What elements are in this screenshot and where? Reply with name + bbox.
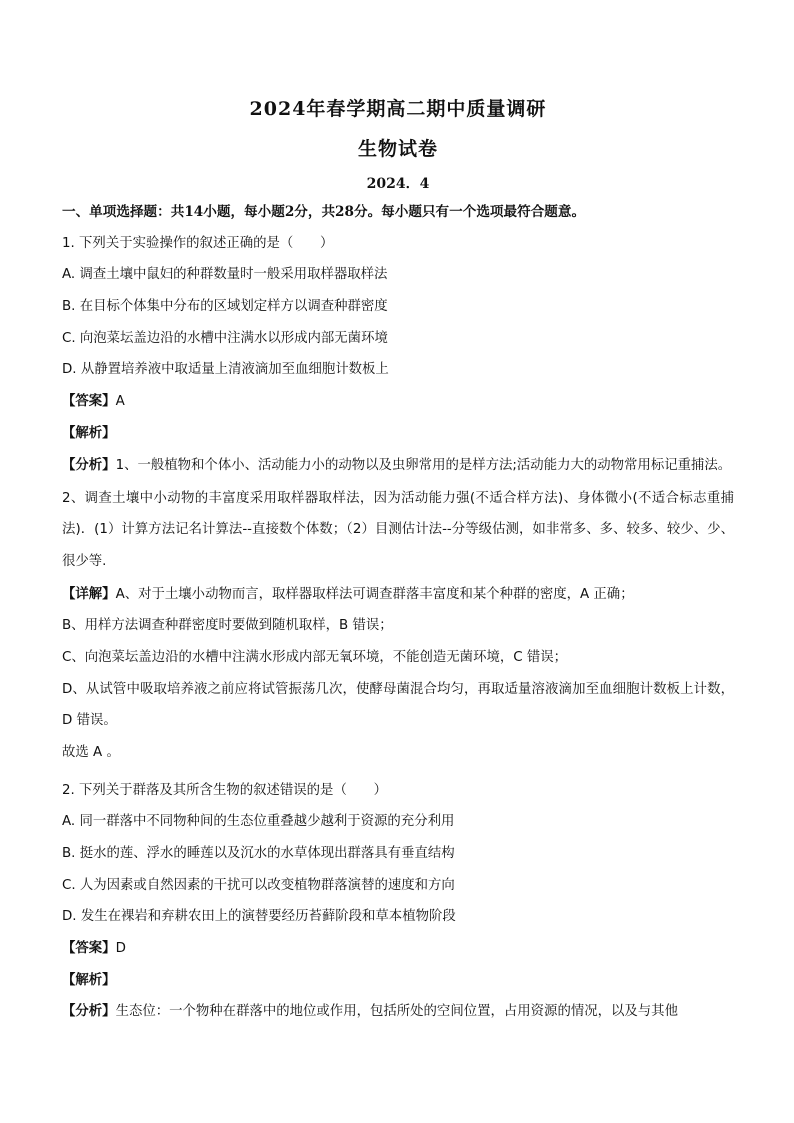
question-2-fenxi-1 (62, 1002, 734, 1022)
question-1-option-d: D. 从静置培养液中取适量上清液滴加至血细胞计数板上 (62, 362, 389, 378)
answer-value: D (115, 940, 126, 956)
page-subtitle: 生物试卷 (357, 138, 438, 160)
question-2-answer (62, 939, 734, 959)
question-1-detail-c: C、向泡菜坛盖边沿的水槽中注满水形成内部无氧环境，不能创造无菌环境，C 错误； (62, 650, 568, 666)
question-2-stem: 2. 下列关于群落及其所含生物的叙述错误的是（ ） (62, 782, 388, 798)
answer-tag: 【答案】 (62, 940, 116, 956)
question-1-detail-d: D、从试管中吸取培养液之前应将试管振荡几次，使酵母菌混合均匀，再取适量溶液滴加至血细胞计数板上计数，D 错误。 (62, 681, 734, 729)
question-1-option-a: A. 调查土壤中鼠妇的种群数量时一般采用取样器取样法 (62, 267, 388, 283)
question-2-option-b: B. 挺水的莲、浮水的睡莲以及沉水的水草体现出群落具有垂直结构 (62, 845, 455, 861)
question-1-answer (62, 392, 734, 412)
section-heading: 一、单项选择题：共14小题，每小题2分，共28分。每小题只有一个选项最符合题意。 (62, 204, 586, 220)
document-page (62, 96, 734, 1022)
question-1-analysis-tag (62, 424, 734, 444)
analysis-tag: 【解析】 (62, 425, 116, 441)
fenxi-tag: 【分析】 (62, 457, 116, 473)
detail-tag: 【详解】 (62, 586, 116, 602)
question-1-conclusion: 故选 A 。 (62, 745, 120, 761)
fenxi-tag: 【分析】 (62, 1004, 116, 1020)
answer-value: A (115, 394, 125, 410)
page-title: 2024年春学期高二期中质量调研 (249, 98, 547, 120)
question-1-fenxi-1 (62, 450, 734, 482)
question-1-detail-a (62, 579, 734, 611)
question-2-option-a: A. 同一群落中不同物种间的生态位重叠越少越利于资源的充分利用 (62, 814, 455, 830)
question-2-option-c: C. 人为因素或自然因素的干扰可以改变植物群落演替的速度和方向 (62, 877, 455, 893)
exam-date: 2024．4 (366, 176, 430, 192)
fenxi-text-1: 生态位：一个物种在群落中的地位或作用，包括所处的空间位置，占用资源的情况，以及与其他 (115, 1004, 678, 1020)
answer-tag: 【答案】 (62, 394, 116, 410)
question-1-option-c: C. 向泡菜坛盖边沿的水槽中注满水以形成内部无菌环境 (62, 330, 388, 346)
question-1-stem: 1. 下列关于实验操作的叙述正确的是（ ） (62, 235, 334, 251)
analysis-tag: 【解析】 (62, 972, 116, 988)
fenxi-text-1: 1、一般植物和个体小、活动能力小的动物以及虫卵常用的是样方法;活动能力大的动物常用标记重捕法。 (115, 457, 732, 473)
question-1-detail-b: B、用样方法调查种群密度时要做到随机取样，B 错误； (62, 618, 393, 634)
question-2-analysis-tag (62, 971, 734, 991)
question-2-option-d: D. 发生在裸岩和弃耕农田上的演替要经历苔藓阶段和草本植物阶段 (62, 909, 456, 925)
question-1-fenxi-2: 2、调查土壤中小动物的丰富度采用取样器取样法，因为活动能力强(不适合样方法)、身体微小(不适合标志重捕法)．(1）计算方法记名计算法--直接数个体数；（2）目测估计法--分等级估测，如非常多、多、较多、较少、少、很少等. (62, 490, 734, 569)
question-1-option-b: B. 在目标个体集中分布的区域划定样方以调查种群密度 (62, 299, 388, 315)
detail-text-a: A、对于土壤小动物而言，取样器取样法可调查群落丰富度和某个种群的密度，A 正确； (115, 586, 634, 602)
